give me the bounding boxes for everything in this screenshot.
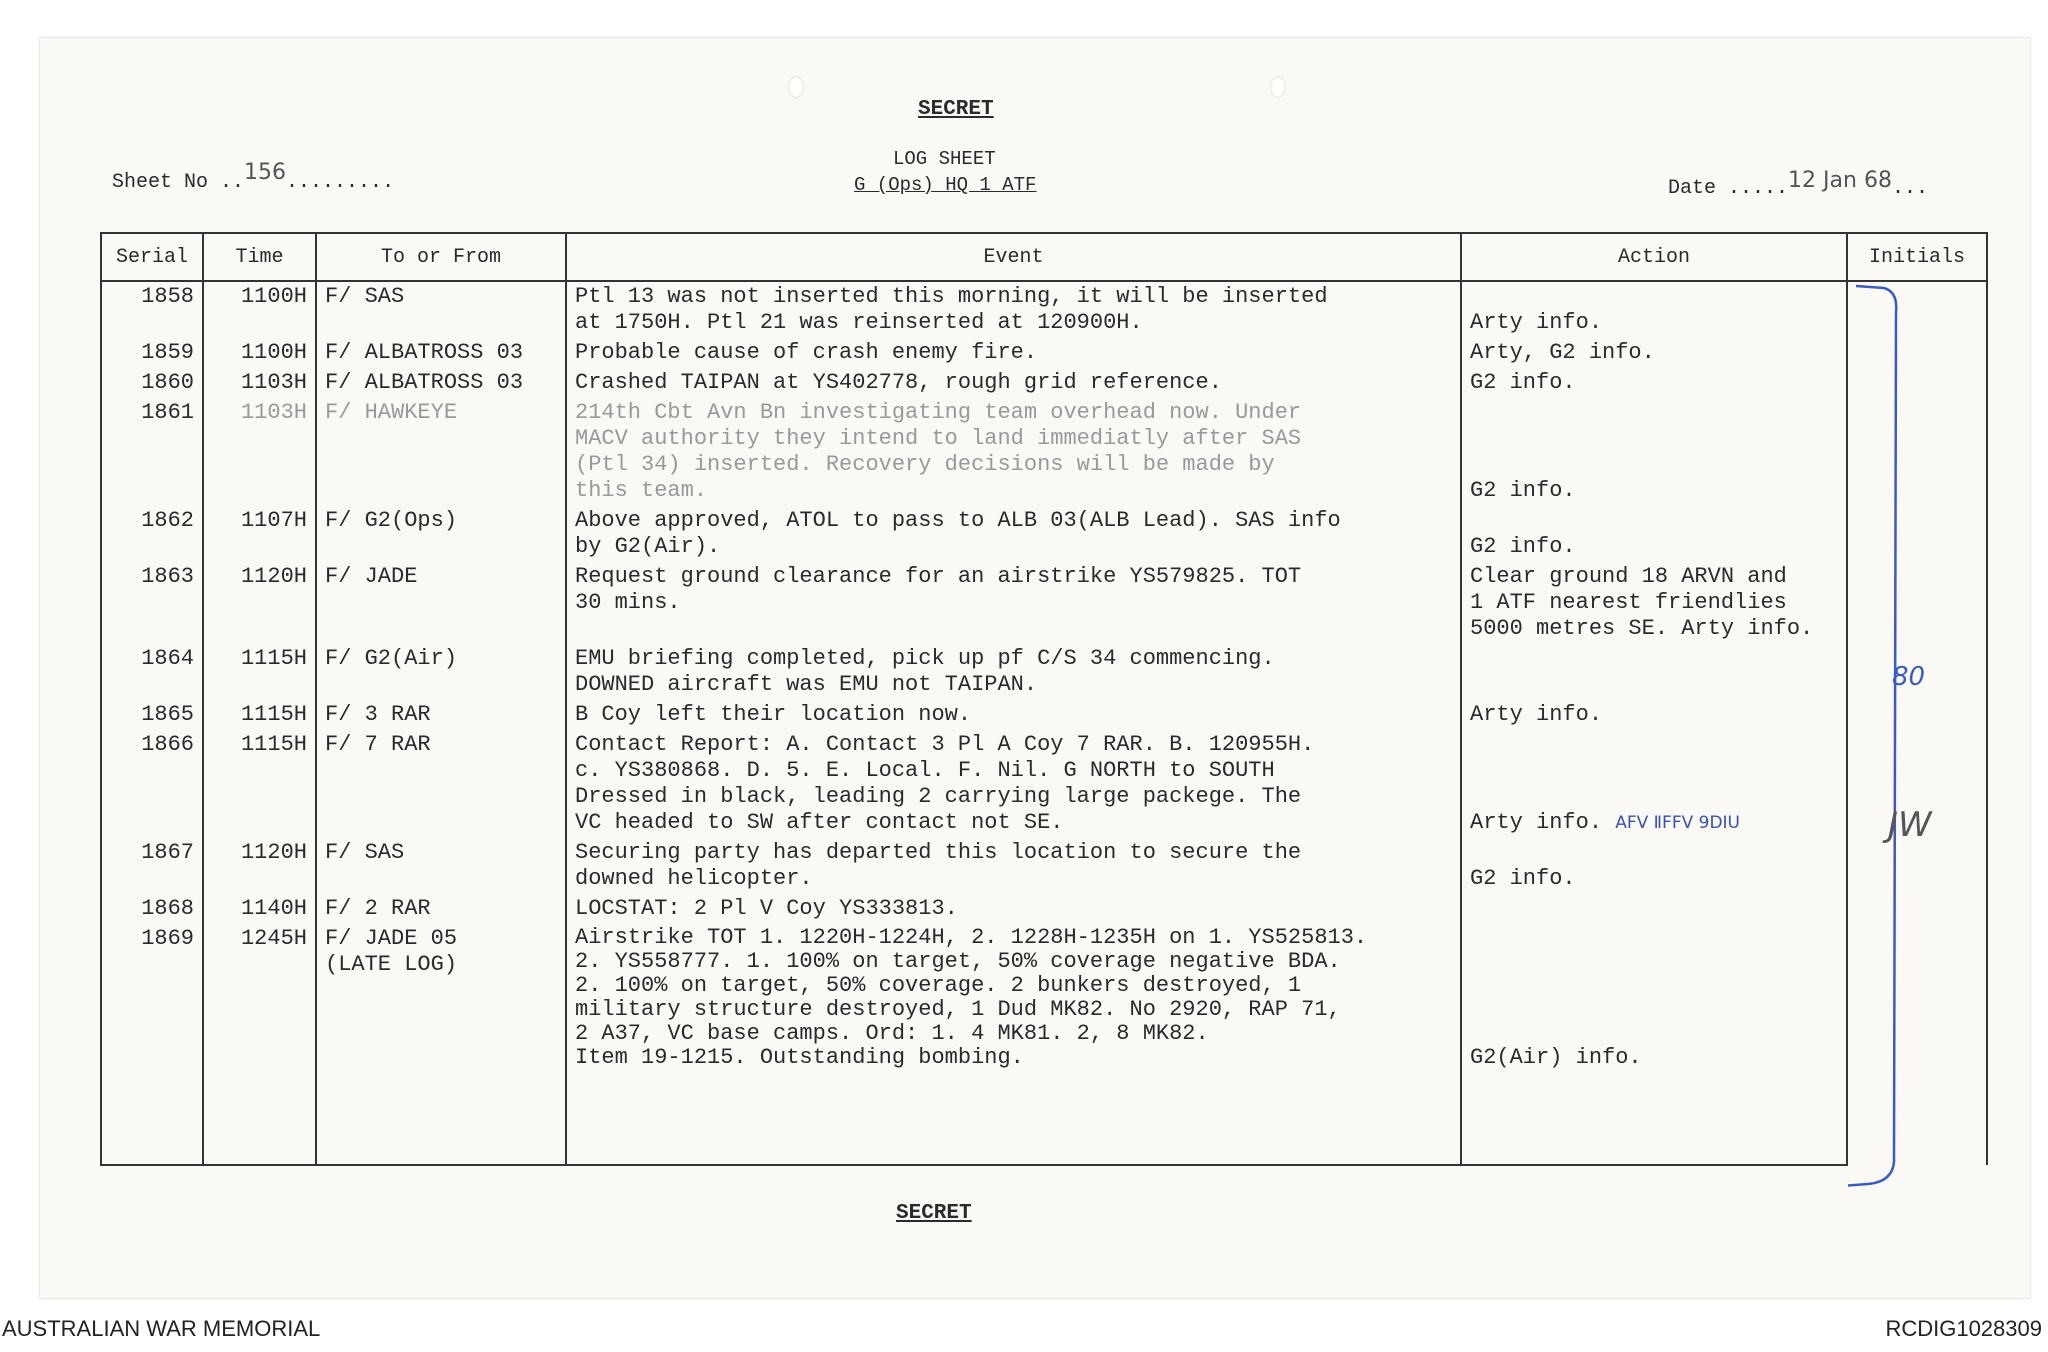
sheet-number-label: Sheet No — [112, 171, 209, 194]
cell-time: 1120H — [203, 562, 316, 644]
cell-action: Arty info. — [1461, 700, 1847, 730]
cell-time: 1115H — [203, 730, 316, 838]
cell-serial: 1860 — [101, 368, 203, 398]
cell-time: 1115H — [203, 644, 316, 700]
date-label: Date — [1668, 177, 1717, 200]
table-row — [101, 700, 1987, 730]
cell-event: Above approved, ATOL to pass to ALB 03(ALB Lead). SAS info by G2(Air). — [566, 506, 1461, 562]
footer-record-id: RCDIG1028309 — [1885, 1316, 2042, 1341]
sheet-number-field: Sheet No ..156......... — [112, 160, 395, 194]
cell-event: B Coy left their location now. — [566, 700, 1461, 730]
table-row — [101, 644, 1987, 700]
sheet-number-value: 156 — [244, 160, 287, 185]
cell-event: LOCSTAT: 2 Pl V Coy YS333813. — [566, 894, 1461, 924]
table-row — [101, 838, 1987, 894]
cell-serial: 1858 — [101, 281, 203, 338]
col-header-action: Action — [1461, 233, 1847, 281]
cell-time: 1140H — [203, 894, 316, 924]
cell-action — [1461, 730, 1847, 838]
cell-from: F/ 3 RAR — [316, 700, 566, 730]
cell-event: Contact Report: A. Contact 3 Pl A Coy 7 RAR. B. 120955H. c. YS380868. D. 5. E. Local. F. Nil. G NORTH to SOUTH Dressed in black, leading 2 carrying large packege. The VC headed to SW after contact not SE. — [566, 730, 1461, 838]
cell-event: 214th Cbt Avn Bn investigating team overhead now. Under MACV authority they intend to land immediatly after SAS (Ptl 34) inserted. Recovery decisions will be made by this team. — [566, 398, 1461, 506]
log-sheet-title: LOG SHEET — [893, 148, 996, 170]
cell-serial: 1864 — [101, 644, 203, 700]
cell-from: F/ ALBATROSS 03 — [316, 368, 566, 398]
table-row — [101, 562, 1987, 644]
cell-from: F/ 2 RAR — [316, 894, 566, 924]
cell-serial: 1865 — [101, 700, 203, 730]
cell-serial: 1867 — [101, 838, 203, 894]
cell-serial: 1862 — [101, 506, 203, 562]
cell-time: 1103H — [203, 368, 316, 398]
table-row — [101, 368, 1987, 398]
cell-from: F/ G2(Ops) — [316, 506, 566, 562]
action-text: Arty info. — [1470, 810, 1603, 835]
col-header-serial: Serial — [101, 233, 203, 281]
cell-action: G2(Air) info. — [1461, 924, 1847, 1165]
classification-top: SECRET — [918, 98, 994, 121]
col-header-event: Event — [566, 233, 1461, 281]
cell-action: G2 info. — [1461, 368, 1847, 398]
cell-from: F/ ALBATROSS 03 — [316, 338, 566, 368]
cell-serial: 1869 — [101, 924, 203, 1165]
cell-event: Airstrike TOT 1. 1220H-1224H, 2. 1228H-1235H on 1. YS525813. 2. YS558777. 1. 100% on target, 50% coverage negative BDA. 2. 100% on target, 50% coverage. 2 bunkers destroyed, 1 military structure destroyed, 1 Dud MK82. No 2920, RAP 71, 2 A37, VC base camps. Ord: 1. 4 MK81. 2, 8 MK82. Item 19-1215. Outstanding bombing. — [566, 924, 1461, 1165]
cell-from: F/ G2(Air) — [316, 644, 566, 700]
table-row — [101, 730, 1987, 838]
cell-event: Crashed TAIPAN at YS402778, rough grid reference. — [566, 368, 1461, 398]
table-header-row — [101, 233, 1987, 281]
cell-action: Arty, G2 info. — [1461, 338, 1847, 368]
cell-action: G2 info. — [1461, 398, 1847, 506]
cell-time: 1115H — [203, 700, 316, 730]
cell-action: G2 info. — [1461, 506, 1847, 562]
cell-from: F/ HAWKEYE — [316, 398, 566, 506]
cell-from: F/ JADE — [316, 562, 566, 644]
punch-hole — [1270, 76, 1286, 98]
date-value: 12 Jan 68 — [1788, 168, 1892, 193]
table-row — [101, 281, 1987, 338]
handwritten-action-note: AFV ⅡFFV 9DIU — [1615, 813, 1740, 833]
cell-from: F/ 7 RAR — [316, 730, 566, 838]
cell-time: 1103H — [203, 398, 316, 506]
cell-time: 1100H — [203, 338, 316, 368]
cell-time: 1245H — [203, 924, 316, 1165]
cell-serial: 1859 — [101, 338, 203, 368]
cell-action: Clear ground 18 ARVN and 1 ATF nearest friendlies 5000 metres SE. Arty info. — [1461, 562, 1847, 644]
cell-serial: 1863 — [101, 562, 203, 644]
cell-serial: 1868 — [101, 894, 203, 924]
punch-hole — [788, 76, 804, 98]
col-header-to-or-from: To or From — [316, 233, 566, 281]
footer-archive-name: AUSTRALIAN WAR MEMORIAL — [2, 1316, 321, 1341]
cell-event: Probable cause of crash enemy fire. — [566, 338, 1461, 368]
classification-bottom: SECRET — [896, 1202, 972, 1225]
cell-event: Ptl 13 was not inserted this morning, it will be inserted at 1750H. Ptl 21 was reinserted at 120900H. — [566, 281, 1461, 338]
cell-event: Request ground clearance for an airstrike YS579825. TOT 30 mins. — [566, 562, 1461, 644]
cell-action — [1461, 644, 1847, 700]
handwritten-initial: 80 — [1892, 662, 1926, 692]
cell-from: F/ SAS — [316, 838, 566, 894]
date-field: Date .....12 Jan 68... — [1668, 168, 1928, 200]
cell-initials — [1847, 281, 1987, 1165]
cell-action: G2 info. — [1461, 838, 1847, 894]
col-header-initials: Initials — [1847, 233, 1987, 281]
cell-time: 1100H — [203, 281, 316, 338]
cell-from: F/ SAS — [316, 281, 566, 338]
cell-time: 1107H — [203, 506, 316, 562]
handwritten-initial: JW — [1888, 805, 1932, 845]
cell-action — [1461, 894, 1847, 924]
table-row — [101, 924, 1987, 1165]
log-sheet-subtitle: G (Ops) HQ 1 ATF — [854, 174, 1037, 196]
table-row — [101, 506, 1987, 562]
cell-serial: 1866 — [101, 730, 203, 838]
table-row — [101, 894, 1987, 924]
cell-action: Arty info. — [1461, 281, 1847, 338]
cell-event: Securing party has departed this location to secure the downed helicopter. — [566, 838, 1461, 894]
cell-time: 1120H — [203, 838, 316, 894]
cell-event: EMU briefing completed, pick up pf C/S 34 commencing. DOWNED aircraft was EMU not TAIPAN. — [566, 644, 1461, 700]
initials-bracket — [1848, 282, 1986, 1192]
cell-from: F/ JADE 05 (LATE LOG) — [316, 924, 566, 1165]
col-header-time: Time — [203, 233, 316, 281]
table-row — [101, 338, 1987, 368]
log-table — [100, 232, 1988, 1166]
cell-serial: 1861 — [101, 398, 203, 506]
table-row — [101, 398, 1987, 506]
